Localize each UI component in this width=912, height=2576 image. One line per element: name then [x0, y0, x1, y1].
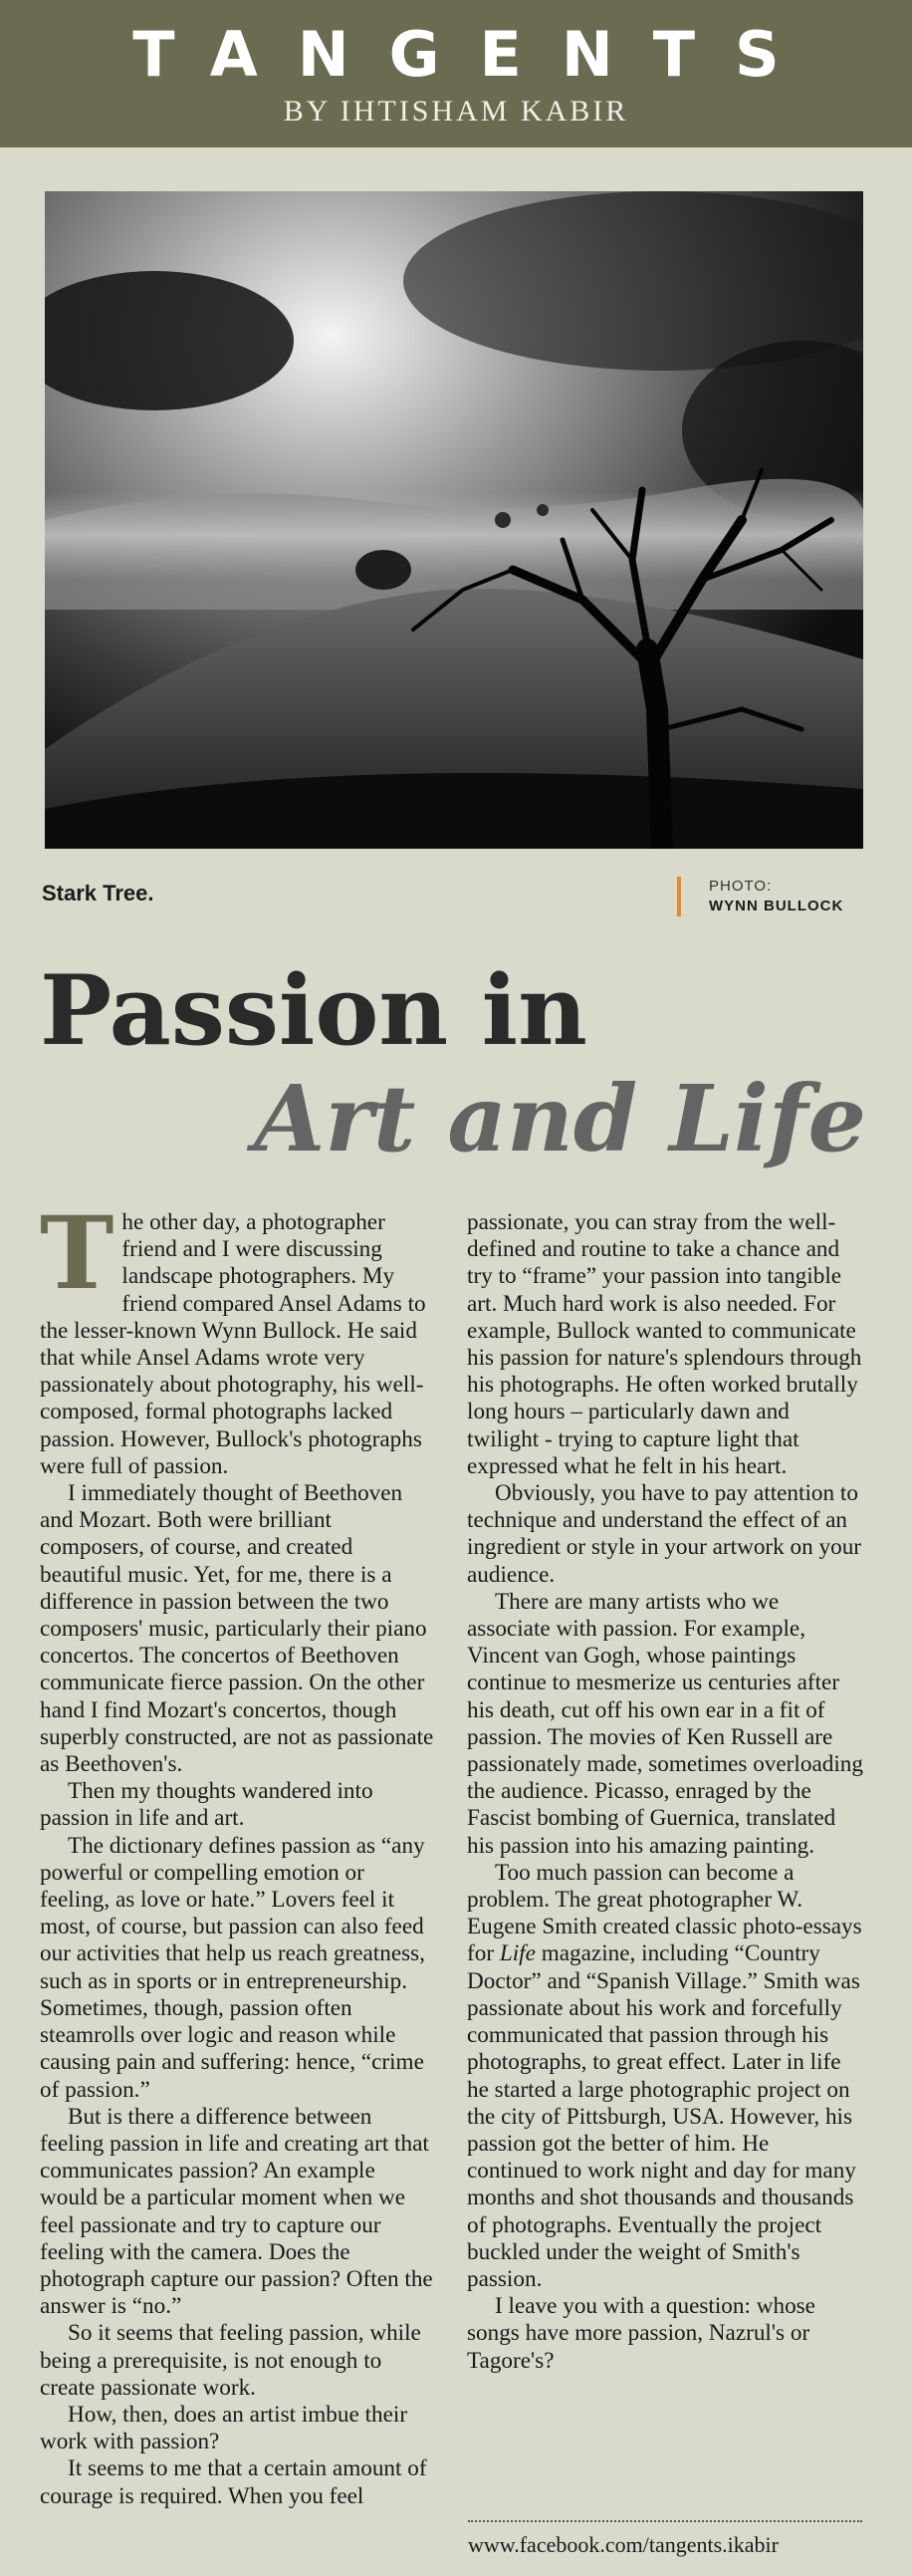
stark-tree-photo: [45, 191, 863, 849]
credit-name: WYNN BULLOCK: [709, 898, 844, 914]
article-paragraph: I immediately thought of Beethoven and Mozart. Both were brilliant composers, of course, and created beautiful music. Yet, for me, there is a difference in passion between the two composers' music, particularly their piano concertos. The concertos of Beethoven communicate fierce passion. On the other hand I find Mozart's concertos, though superbly constructed, are not as passionate as Beethoven's.: [40, 1480, 434, 1778]
landscape-photo-illustration: [45, 191, 863, 849]
article-paragraph: Then my thoughts wandered into passion in life and art.: [40, 1778, 373, 1832]
photo-caption: Stark Tree.: [42, 881, 154, 905]
footer-divider: [468, 2520, 862, 2522]
article-paragraph: How, then, does an artist imbue their work with passion?: [40, 2401, 408, 2455]
article-paragraph: I leave you with a question: whose songs have more passion, Nazrul's or Tagore's?: [467, 2293, 815, 2374]
drop-cap: T: [40, 1194, 114, 1312]
article-body: [40, 1194, 864, 2516]
paragraph-text: he other day, a photographer friend and I were discussing landscape photographers. My friend compared Ansel Adams to the lesser-known Wynn Bullock. He said that while Ansel Adams wrote very passionately about photography, his well-composed, formal photographs lacked passion. However, Bullock's photographs were full of passion.: [40, 1209, 426, 1479]
article-paragraph: But is there a difference between feeling passion in life and creating art that communicates passion? An example would be a particular moment when we feel passionate and try to capture our feeling with the camera. Does the photograph capture our passion? Often the answer is “no.”: [40, 2103, 433, 2320]
masthead-banner: [0, 0, 912, 147]
facebook-link[interactable]: www.facebook.com/tangents.ikabir: [468, 2532, 779, 2557]
article-paragraph: So it seems that feeling passion, while being a prerequisite, is not enough to create passionate work.: [40, 2320, 421, 2401]
headline-line-2: Art and Life: [254, 1065, 866, 1172]
paragraph-text: magazine, including “Country Doctor” and “Spanish Village.” Smith was passionate about his work and forcefully communicated that passion through his photographs, to great effect. Later in life he started a large photographic project on the city of Pittsburgh, USA. However, his passion got the better of him. He continued to work night and day for many months and shot thousands and thousands of photographs. Eventually the project buckled under the weight of Smith's passion.: [467, 1940, 860, 2292]
article-paragraph: It seems to me that a certain amount of courage is required. When you feel passionate, you can stray from the well-defined and routine to take a chance and try to “frame” your passion into tangible art. Much hard work is also needed. For example, Bullock wanted to communicate his passion for nature's splendours through his photographs. He often worked brutally long hours – particularly dawn and twilight - trying to capture light that expressed what he felt in his heart.: [40, 1209, 862, 2509]
article-paragraph: There are many artists who we associate with passion. For example, Vincent van Gogh, whose paintings continue to mesmerize us centuries after his death, cut off his own ear in a fit of passion. The movies of Ken Russell are passionately made, sometimes overloading the audience. Picasso, enraged by the Fascist bombing of Guernica, translated his passion into his amazing painting.: [467, 1588, 863, 1859]
column-title: TANGENTS: [132, 18, 819, 91]
paragraph-text: Too much passion can become a problem. The great photographer W. Eugene Smith created classic photo-essays for: [467, 1859, 862, 1967]
article-paragraph: The dictionary defines passion as “any powerful or compelling emotion or feeling, as love or hate.” Lovers feel it most, of course, but passion can also feed our activities that help us reach greatness, such as in sports or in entrepreneurship. Sometimes, though, passion often steamrolls over logic and reason while causing pain and suffering: hence, “crime of passion.”: [40, 1832, 425, 2103]
photo-credit: [677, 877, 843, 916]
credit-label: PHOTO:: [709, 878, 773, 895]
article-paragraph: Obviously, you have to pay attention to technique and understand the effect of an ingredient or style in your artwork on your audience.: [467, 1480, 862, 1588]
headline-line-1: Passion in: [40, 954, 587, 1067]
magazine-title: Life: [499, 1940, 536, 1967]
article-paragraph: [467, 1860, 864, 2293]
byline: BY IHTISHAM KABIR: [283, 95, 629, 128]
article-paragraph: [40, 1194, 437, 1480]
